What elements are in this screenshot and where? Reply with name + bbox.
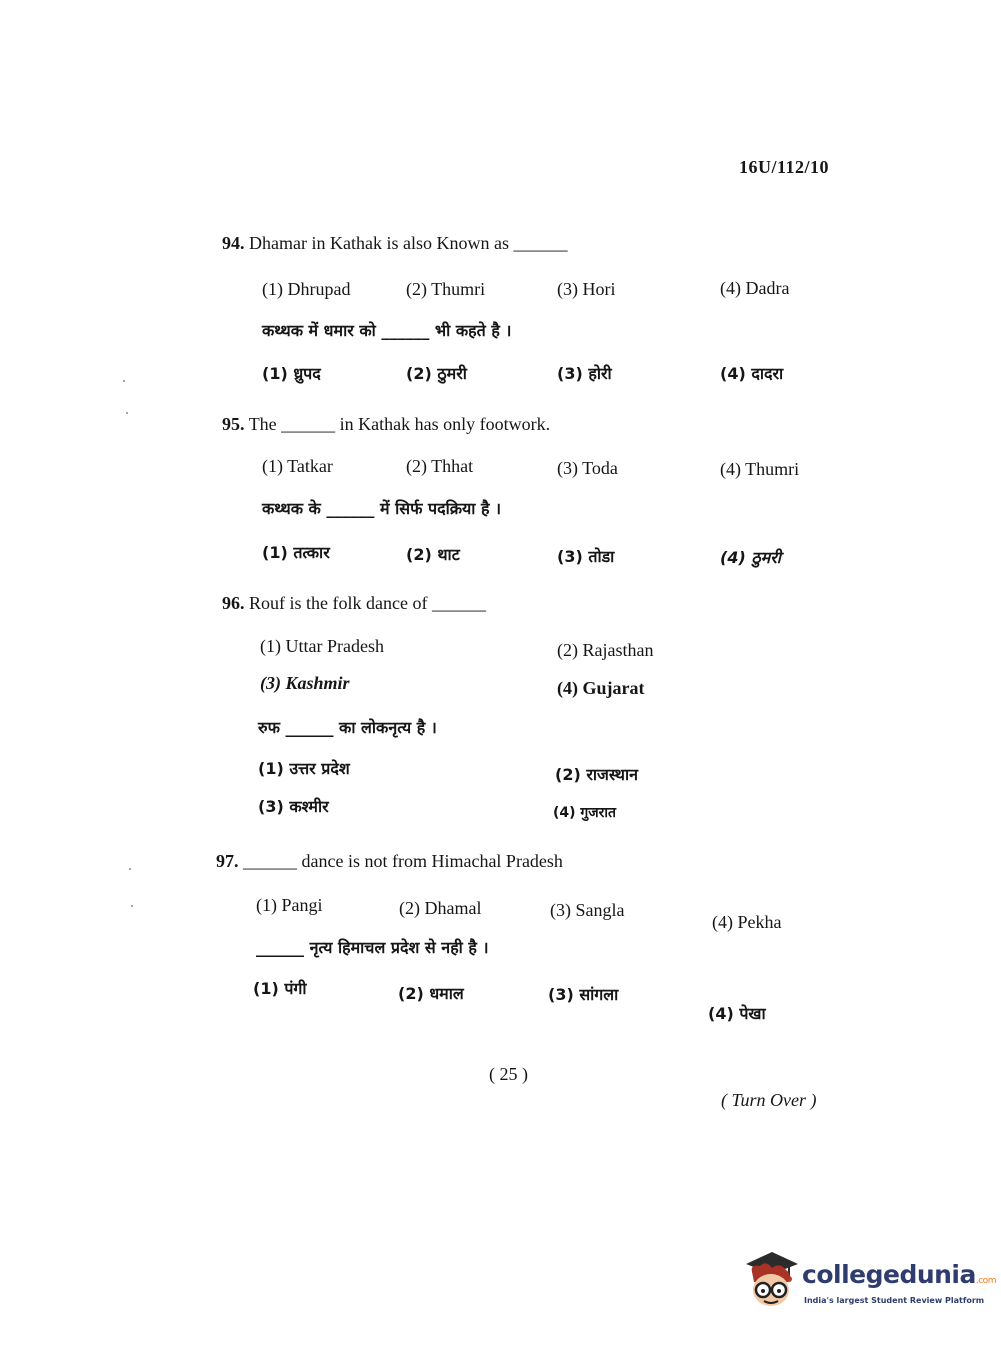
option-en: (4) Gujarat [557, 678, 645, 698]
option-hi: (4) पेखा [708, 1004, 766, 1023]
option-en: (3) Toda [557, 458, 618, 478]
brand-suffix: .com [975, 1276, 996, 1286]
question-text-en: Dhamar in Kathak is also Known as ______ [249, 233, 568, 253]
option-hi: (1) उत्तर प्रदेश [258, 759, 350, 778]
option-hi: (1) पंगी [253, 979, 307, 998]
option-hi: (1) ध्रुपद [262, 364, 321, 383]
option-hi: (4) गुजरात [553, 805, 617, 821]
question-text-hi: कथ्थक के ______ में सिर्फ पदक्रिया है । [262, 499, 502, 518]
question-text-en: The ______ in Kathak has only footwork. [248, 414, 551, 434]
question-text-hi: ______ नृत्य हिमाचल प्रदेश से नही है । [256, 938, 489, 957]
option-en: (2) Thumri [406, 279, 486, 299]
question-95 [222, 414, 550, 435]
option-hi: (2) थाट [406, 545, 460, 564]
option-hi: (4) दादरा [720, 364, 784, 383]
option-en: (1) Tatkar [262, 456, 333, 476]
option-hi: (3) तोडा [557, 547, 615, 566]
question-text-en: Rouf is the folk dance of ______ [249, 593, 486, 613]
scan-speck [126, 412, 128, 414]
scan-speck [131, 905, 133, 907]
collegedunia-watermark [742, 1250, 996, 1318]
page-number: ( 25 ) [489, 1064, 528, 1084]
scan-speck [129, 868, 131, 870]
turn-over-note: ( Turn Over ) [721, 1090, 817, 1110]
option-hi: (2) राजस्थान [555, 765, 639, 784]
option-en: (2) Dhamal [399, 898, 482, 918]
option-hi: (2) ठुमरी [406, 364, 467, 383]
brand-name: collegedunia.com [802, 1260, 996, 1289]
option-hi: (4) ठुमरी [720, 548, 781, 567]
option-hi: (3) होरी [557, 364, 612, 383]
question-number: 94. [222, 233, 245, 253]
option-en: (4) Pekha [712, 912, 782, 932]
option-en: (4) Dadra [720, 278, 790, 298]
option-en: (2) Rajasthan [557, 640, 654, 660]
option-en: (1) Uttar Pradesh [260, 636, 384, 656]
option-en: (1) Pangi [256, 895, 323, 915]
question-text-hi: कथ्थक में धमार को ______ भी कहते है । [262, 321, 512, 340]
option-en: (4) Thumri [720, 459, 800, 479]
option-en: (2) Thhat [406, 456, 474, 476]
option-hi: (3) कश्मीर [258, 797, 329, 816]
question-number: 97. [216, 851, 239, 871]
question-text-en: ______ dance is not from Himachal Pradesh [243, 851, 563, 871]
option-en: (1) Dhrupad [262, 279, 351, 299]
question-97 [216, 851, 563, 872]
option-hi: (1) तत्कार [262, 543, 330, 562]
question-number: 96. [222, 593, 245, 613]
paper-code: 16U/112/10 [739, 157, 830, 177]
brand-tagline: India's largest Student Review Platform [804, 1296, 985, 1305]
question-text-hi: रुफ ______ का लोकनृत्य है । [258, 718, 437, 737]
option-en: (3) Sangla [550, 900, 625, 920]
option-en: (3) Hori [557, 279, 616, 299]
option-hi: (3) सांगला [548, 985, 619, 1004]
option-en: (3) Kashmir [260, 673, 350, 693]
mascot-logo-icon [742, 1250, 802, 1312]
question-number: 95. [222, 414, 245, 434]
question-94 [222, 233, 567, 254]
scan-speck [123, 380, 125, 382]
question-96 [222, 593, 486, 614]
option-hi: (2) धमाल [398, 984, 464, 1003]
